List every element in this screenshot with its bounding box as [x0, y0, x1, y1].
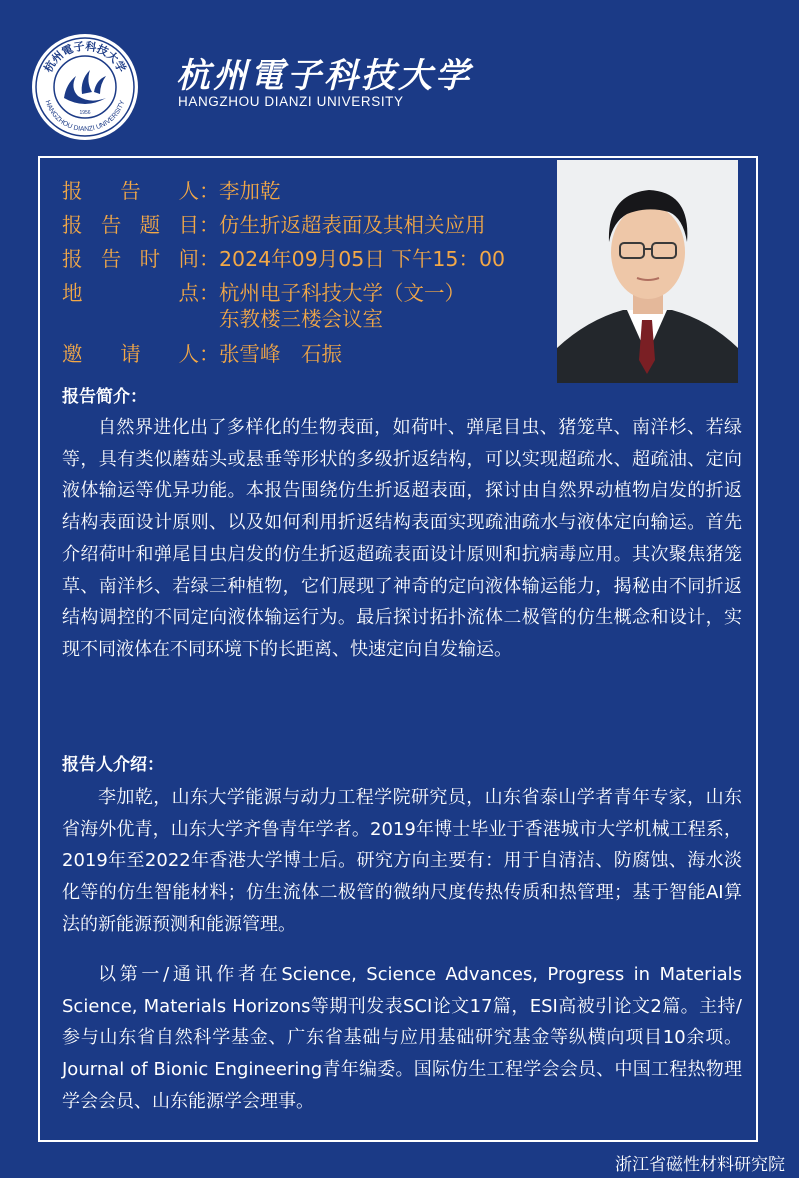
speaker-name: 李加乾 [219, 179, 281, 203]
colon: ： [199, 281, 220, 305]
colon: ： [199, 342, 220, 366]
university-name-en: HANGZHOU DIANZI UNIVERSITY [178, 94, 404, 109]
place-label: 地点 [62, 281, 199, 305]
bio-paragraph-2: 以第一/通讯作者在Science, Science Advances, Progress in Materials Science, Materials Horizons等期刊发表SCI论文17篇，ESI高被引论文2篇。主持/参与山东省自然科学基金、广东省基础与应用基础研究基金等纵横向项目10余项。Journal of Bionic Engineering青年编委。国际仿生工程学会会员、中国工程热物理学会会员、山东能源学会理事。 [62, 964, 742, 1112]
place-row-2 [219, 304, 383, 334]
header [0, 0, 799, 150]
topic-row [62, 210, 486, 240]
abstract-title: 报告简介： [62, 387, 147, 407]
time-label: 报告时间 [62, 247, 199, 271]
time-row [62, 244, 505, 274]
topic-value: 仿生折返超表面及其相关应用 [219, 213, 486, 237]
colon: ： [199, 179, 220, 203]
inviter-label: 邀请人 [62, 342, 199, 366]
bio-title: 报告人介绍： [62, 755, 164, 775]
organizer-label: 浙江省磁性材料研究院 [615, 1155, 785, 1175]
speaker-row [62, 176, 281, 206]
colon: ： [199, 247, 220, 271]
topic-label: 报告题目 [62, 213, 199, 237]
university-seal-icon [30, 32, 140, 142]
svg-text:杭州電子科技大学: 杭州電子科技大学 [41, 39, 129, 75]
university-name-cn: 杭州電子科技大学 [176, 56, 472, 96]
inviter-value: 张雪峰 石振 [219, 342, 342, 366]
bio-paragraph-1: 李加乾，山东大学能源与动力工程学院研究员，山东省泰山学者青年专家，山东省海外优青，山东大学齐鲁青年学者。2019年博士毕业于香港城市大学机械工程系，2019年至2022年香港大学博士后。研究方向主要有：用于自清洁、防腐蚀、海水淡化等的仿生智能材料；仿生流体二极管的微纳尺度传热传质和热管理；基于智能AI算法的新能源预测和能源管理。 [62, 787, 742, 935]
time-value: 2024年09月05日 下午15：00 [219, 247, 506, 271]
place-value-line2: 东教楼三楼会议室 [219, 307, 383, 331]
place-value-line1: 杭州电子科技大学（文一） [219, 281, 465, 305]
speaker-photo [557, 160, 738, 383]
speaker-label: 报告人 [62, 179, 199, 203]
svg-text:1956: 1956 [79, 110, 91, 116]
inviter-row [62, 339, 342, 369]
svg-text:HANGZHOU DIANZI UNIVERSITY: HANGZHOU DIANZI UNIVERSITY [43, 99, 127, 134]
colon: ： [199, 213, 220, 237]
abstract-body: 自然界进化出了多样化的生物表面，如荷叶、弹尾目虫、猪笼草、南洋杉、若绿等，具有类似蘑菇头或悬垂等形状的多级折返结构，可以实现超疏水、超疏油、定向液体输运等优异功能。本报告围绕仿生折返超表面，探讨由自然界动植物启发的折返结构表面设计原则、以及如何利用折返结构表面实现疏油疏水与液体定向输运。首先介绍荷叶和弹尾目虫启发的仿生折返超疏表面设计原则和抗病毒应用。其次聚焦猪笼草、南洋杉、若绿三种植物，它们展现了神奇的定向液体输运能力，揭秘由不同折返结构调控的不同定向液体输运行为。最后探讨拓扑流体二极管的仿生概念和设计，实现不同液体在不同环境下的长距离、快速定向自发输运。 [62, 417, 742, 660]
